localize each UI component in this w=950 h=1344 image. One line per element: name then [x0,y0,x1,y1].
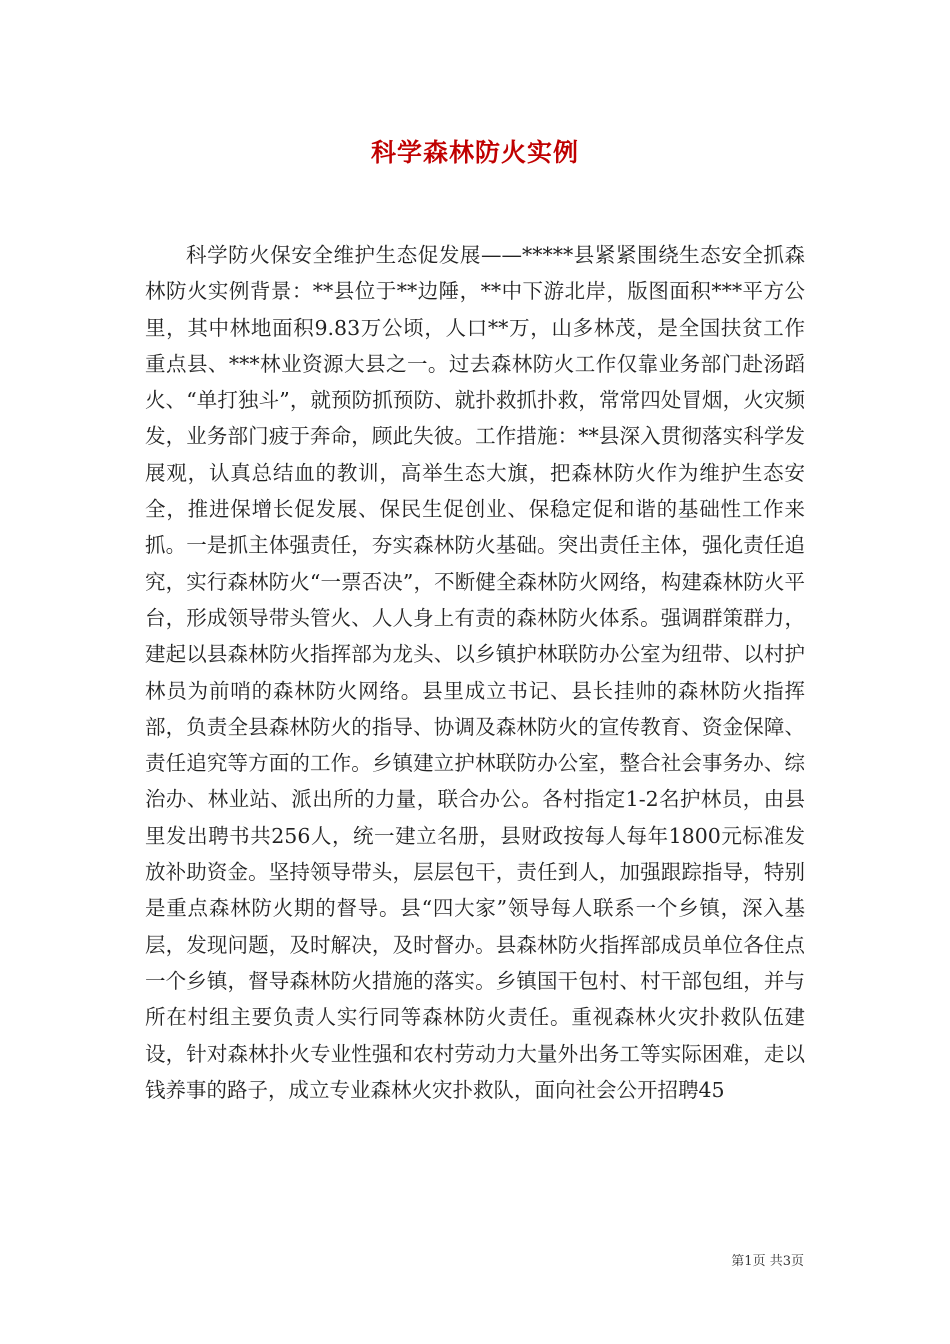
document-title: 科学森林防火实例 [370,138,579,167]
page-suffix: 页 [790,1254,804,1269]
body-paragraph: 科学防火保安全维护生态促发展——*****县紧紧围绕生态安全抓森林防火实例背景：**县位于**边陲，**中下游北岸，版图面积***平方公里，其中林地面积9.83万公顷，人口**万，山多林茂，是全国扶贫工作重点县、***林业资源大县之一。过去森林防火工作仅靠业务部门赴汤蹈火、“单打独斗”，就预防抓预防、就扑救抓扑救，常常四处冒烟，火灾频发，业务部门疲于奔命，顾此失彼。工作措施：**县深入贯彻落实科学发展观，认真总结血的教训，高举生态大旗，把森林防火作为维护生态安全，推进保增长促发展、保民生促创业、保稳定促和谐的基础性工作来抓。一是抓主体强责任，夯实森林防火基础。突出责任主体，强化责任追究，实行森林防火“一票否决”，不断健全森林防火网络，构建森林防火平台，形成领导带头管火、人人身上有责的森林防火体系。强调群策群力，建起以县森林防火指挥部为龙头、以乡镇护林联防办公室为纽带、以村护林员为前哨的森林防火网络。县里成立书记、县长挂帅的森林防火指挥部，负责全县森林防火的指导、协调及森林防火的宣传教育、资金保障、责任追究等方面的工作。乡镇建立护林联防办公室，整合社会事务办、综治办、林业站、派出所的力量，联合办公。各村指定1-2名护林员，由县里发出聘书共256人，统一建立名册，县财政按每人每年1800元标准发放补助资金。坚持领导带头，层层包干，责任到人，加强跟踪指导，特别是重点森林防火期的督导。县“四大家”领导每人联系一个乡镇，深入基层，发现问题，及时解决，及时督办。县森林防火指挥部成员单位各住点一个乡镇，督导森林防火措施的落实。乡镇国干包村、村干部包组，并与所在村组主要负责人实行同等森林防火责任。重视森林火灾扑救队伍建设，针对森林扑火专业性强和农村劳动力大量外出务工等实际困难，走以钱养事的路子，成立专业森林火灾扑救队，面向社会公开招聘45 [145,243,805,1102]
total-pages: 3 [782,1254,791,1269]
page-number-footer [731,1250,804,1269]
page-mid-label: 页 共 [752,1254,783,1269]
page-label: 第 [731,1254,745,1269]
current-page: 1 [744,1254,753,1269]
